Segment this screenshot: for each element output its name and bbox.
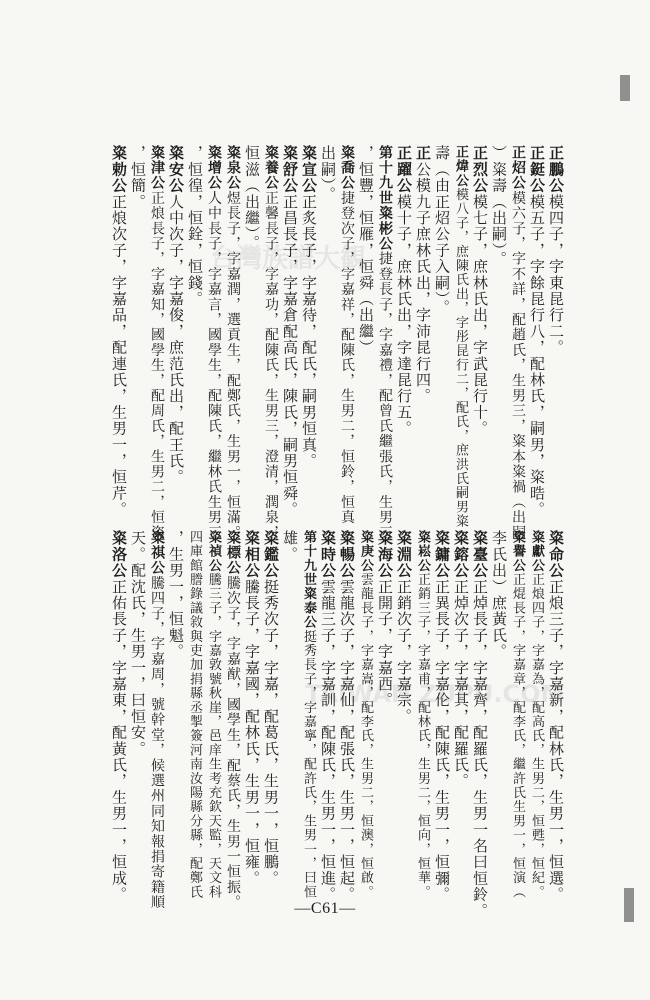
entry-text: 模四子，字東昆行二。 <box>547 193 565 356</box>
entry-text: 天。配沈氏，生男一，曰恒安。 <box>129 530 147 757</box>
text-column <box>336 145 357 540</box>
entry-text: ，恒豐，恒雁，恒舜（出繼） <box>357 145 375 356</box>
entry-title: 正躍公 <box>395 145 413 194</box>
text-column <box>374 530 395 708</box>
text-column <box>545 530 566 903</box>
text-column <box>127 530 148 757</box>
text-column <box>412 530 433 899</box>
entry-title: 粢舒公 <box>281 145 299 194</box>
entry-text: 騰長子，字嘉國，配林氏，生男一，恒雍。 <box>243 578 261 887</box>
entry-text: 壽（由正炤公子入嗣）。 <box>433 145 451 316</box>
entry-text: 正焜長子，字嘉章，配李氏，繼許氏生男一，恒演（ <box>510 572 525 900</box>
text-column <box>393 145 414 437</box>
entry-text: 雲龍三子，字嘉訓，配陳氏，生男一，恒進。 <box>319 578 337 903</box>
entry-text: 騰次子，字嘉猷，國學生，配蔡氏，生男一恒振。 <box>225 575 241 911</box>
text-column <box>279 530 300 562</box>
entry-text: ）粢壽（出嗣）。 <box>490 145 508 268</box>
entry-title: 粢洛公 <box>110 530 128 579</box>
entry-text: 正開子，字嘉西。 <box>376 578 394 709</box>
entry-text: 模八子，庶陳氏出，字彤昆行二，配氏，庶洪氏嗣男粢 <box>453 187 468 529</box>
entry-text: 正銷三子，字嘉甫，配林氏，生男二，恒向，恒華。 <box>415 572 430 900</box>
text-column <box>222 530 243 910</box>
text-column <box>279 145 300 518</box>
entry-text: 雄。 <box>281 530 299 563</box>
text-column <box>108 530 129 903</box>
entry-title: 正鵬公 <box>547 145 565 194</box>
text-column <box>222 145 243 540</box>
entry-title: 粢崧公 <box>415 530 430 573</box>
entry-title: 正鋌公 <box>528 145 546 194</box>
entry-title: 粢泉公 <box>225 145 241 191</box>
text-column <box>526 530 547 899</box>
scan-edge-mark <box>624 888 634 922</box>
entry-title: 正 <box>414 145 432 162</box>
text-column <box>203 530 224 899</box>
entry-text: 正烺次子，字嘉品，配連氏，生男一，恒芹。 <box>110 193 128 518</box>
text-column <box>260 145 281 540</box>
text-column <box>469 145 490 437</box>
entry-title: 粢淵公 <box>395 530 413 579</box>
entry-text: ，恒簡。 <box>129 145 147 210</box>
entry-text: 正烺長子，字嘉知，國學生，配周氏，生男二，恒粢 <box>149 190 165 541</box>
text-column <box>488 145 509 267</box>
text-column <box>450 145 471 528</box>
text-column <box>165 530 186 660</box>
text-column <box>469 530 490 919</box>
text-column <box>374 145 395 540</box>
text-column <box>165 145 186 485</box>
entry-title: 粢標公 <box>225 530 241 576</box>
text-column <box>260 530 281 886</box>
entry-title: 粢獻公 <box>529 530 544 573</box>
entry-title: 粢鑑公 <box>262 530 280 579</box>
entry-title: 粢津公 <box>149 145 165 191</box>
entry-text: 模六子，字不詳，配趙氏，生男三，粢本粢禍（出嗣 <box>510 190 526 541</box>
entry-title: 粢臺公 <box>471 530 489 579</box>
entry-title: 粢宣公 <box>300 145 318 194</box>
text-column <box>298 530 319 899</box>
text-column <box>545 145 566 356</box>
entry-title: 粢海公 <box>376 530 394 579</box>
entry-title: 粢鏞公 <box>433 530 451 579</box>
entry-text: 挺秀長子，字嘉寧，配許氏，生男一，曰恒 <box>301 629 316 900</box>
entry-text: 捷登次子，字嘉祥，配陳氏，生男二，恒鈴，恒真（ <box>339 190 355 541</box>
entry-text: ，生男一，恒魁。 <box>167 530 185 660</box>
entry-text: 模十子，庶林氏出，字達昆行五。 <box>395 193 413 437</box>
entry-title: 粢喬公 <box>339 145 355 191</box>
text-column <box>336 530 357 903</box>
scan-edge-mark <box>620 75 630 101</box>
entry-title: 粢命公 <box>547 530 565 579</box>
text-column <box>184 530 205 899</box>
entry-title: 正烈公 <box>471 145 489 194</box>
entry-text: 捷登長子，字嘉禮，配曾氏繼張氏，生男三 <box>377 251 393 541</box>
entry-text: 正馨長子，字嘉功，配陳氏，生男三，澄清，潤泉， <box>263 190 279 541</box>
entry-text: 四庫館謄錄議敘與吏加捐縣丞掣簽河南汝陽縣分縣，配鄭氏 <box>187 530 202 900</box>
text-column <box>146 145 167 540</box>
text-column <box>317 530 338 903</box>
entry-title: 粢相公 <box>243 530 261 579</box>
entry-text: 正烺三子，字嘉新，配林氏，生男一，恒選。 <box>547 578 565 903</box>
text-column <box>450 530 471 789</box>
entry-title: 第十九世粢泰公 <box>301 530 316 630</box>
entry-title: 粢養公 <box>263 145 279 191</box>
text-column <box>317 145 338 202</box>
entry-text: 雲龍長子，字嘉嵩，配李氏，生男二，恒澳，恒啟。 <box>358 572 373 900</box>
entry-text: 煜長子，字嘉潤，選貢生，配鄭氏，生男一，恒滿。 <box>225 190 241 541</box>
page-number: —C61— <box>294 900 356 917</box>
entry-text: 雲龍次子，字嘉仙，配張氏，生男一，恒起。 <box>338 578 356 903</box>
text-column <box>298 145 319 469</box>
entry-text: 騰四子，字嘉周，號幹堂，候選州同知報捐寄籍順 <box>149 575 165 911</box>
entry-text: 正銷次子，字嘉宗。 <box>395 578 413 725</box>
entry-title: 粢譽公 <box>510 530 525 573</box>
text-column <box>355 530 376 899</box>
entry-title: 正炤公 <box>510 145 526 191</box>
entry-text: 李氏出）庶黃氏。 <box>490 530 508 660</box>
watermark-bottom: TAIWAN ZUPU.COM <box>305 680 565 708</box>
entry-title: 粢禎公 <box>206 530 221 573</box>
entry-title: 第十九世粢彬公 <box>377 145 393 252</box>
entry-text: 模七子，庶林氏出，字武昆行十。 <box>471 193 489 437</box>
entry-text: 恒滋（出繼）。 <box>243 145 261 251</box>
entry-text: 出嗣）。 <box>319 145 337 203</box>
entry-text: 騰三子，字嘉敦號秋崖，邑庠生考充欽天監，天文科 <box>206 572 221 900</box>
entry-text: 人中次子，字嘉俊，庶范氏出，配王氏。 <box>167 193 185 486</box>
entry-title: 粢增公 <box>206 145 222 191</box>
entry-text: 正昌長子，字嘉倉配高氏，陳氏，嗣男恒舜。 <box>281 193 299 518</box>
entry-text: 正烺四子，字嘉為，配高氏，生男二，恒甦，恒紀。 <box>529 572 544 900</box>
text-column <box>507 145 528 540</box>
entry-title: 粢庚公 <box>358 530 373 573</box>
text-column <box>526 145 547 518</box>
text-column <box>488 530 509 660</box>
text-column <box>241 145 262 251</box>
text-column <box>108 145 129 518</box>
text-column <box>412 145 433 404</box>
entry-text: 正異長子，字嘉伦，配陳氏，生男一，恒彌。 <box>433 578 451 903</box>
entry-title: 正煒公 <box>453 145 468 188</box>
entry-text: 模五子，字餘昆行八，配林氏，嗣男，粢晧。 <box>528 193 546 518</box>
text-column <box>203 145 224 540</box>
text-column <box>431 145 452 316</box>
entry-title: 粢暢公 <box>338 530 356 579</box>
entry-text: ，恒徨，恒銓，恒錢。 <box>186 145 204 307</box>
text-column <box>431 530 452 903</box>
text-column <box>355 145 376 356</box>
entry-text: 正佑長子，字嘉東，配黃氏，生男一，恒成。 <box>110 578 128 903</box>
text-column <box>241 530 262 886</box>
entry-text: 正炙長子，字嘉待，配氏，嗣男恒真。 <box>300 193 318 470</box>
watermark-top: 台灣族譜大観 <box>210 244 367 274</box>
entry-title: 粢祺公 <box>149 530 165 576</box>
entry-text: 公模九子庶林氏出，字沛昆行四。 <box>414 161 432 405</box>
entry-text: 正焯長子，字嘉齊，配羅氏，生男一名曰恒鈴。 <box>471 578 489 919</box>
text-column <box>507 530 528 899</box>
entry-title: 粢安公 <box>167 145 185 194</box>
entry-text: 人中長子，字嘉言，國學生，配陳氏，繼林氏生男三 <box>206 190 222 541</box>
entry-title: 粢鎔公 <box>452 530 470 579</box>
text-column <box>393 530 414 724</box>
entry-title: 粢勅公 <box>110 145 128 194</box>
text-column <box>127 145 148 210</box>
entry-text: 挺秀次子，字嘉，配葛氏，生男一，恒鵬。 <box>262 578 280 887</box>
text-column <box>146 530 167 910</box>
entry-title: 粢時公 <box>319 530 337 579</box>
entry-text: 正焯次子，字嘉其，配羅氏。 <box>452 578 470 790</box>
text-column <box>184 145 205 307</box>
